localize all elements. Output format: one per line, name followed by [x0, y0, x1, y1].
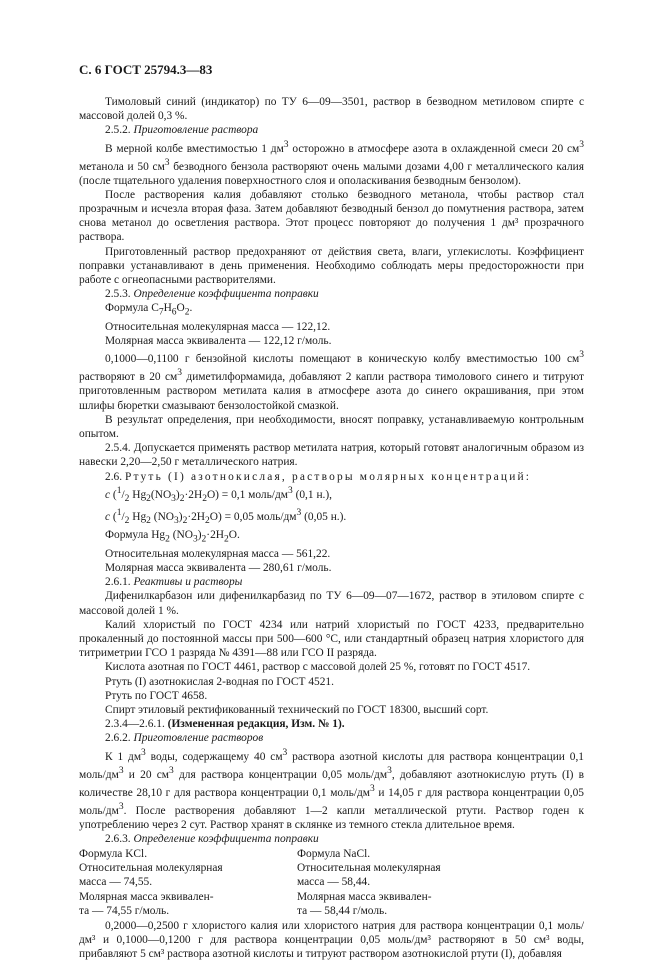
paragraph: Формула $C_7H_6O_2$. [105, 302, 193, 318]
paragraph: Молярная масса эквивалента — 280,61 г/моль. [105, 562, 332, 574]
paragraph: 2.3.4—2.6.1. (Измененная редакция, Изм. № 1). [105, 718, 345, 731]
paragraph: Калий хлористый по ГОСТ 4234 или натрий хлористый по ГОСТ 4233, предварительно прокаленный до постоянной массы при 500—600 °С, или стандартный образец натрия хлористого для титриметрии ГСО 1 разряда № 4391—88 или ГСО II разряда. [79, 618, 584, 660]
paragraph: В мерной колбе вместимостью 1 $дм^3$ осторожно в атмосфере азота в охлажденной смеси 20 $см^3$ метанола и 50 $см^3$ безводного бензола растворяют очень малыми дозами 4,00 г металлического калия (после тщательного удаления поверхностного слоя и ополаскивания безводным бензолом). [79, 139, 584, 187]
paragraph-list [79, 95, 584, 846]
paragraph: 2.5.2. Приготовление раствора [105, 124, 259, 137]
paragraph: Ртуть (I) азотнокислая 2-водная по ГОСТ 4521. [105, 675, 334, 688]
document-body [79, 95, 584, 962]
paragraph: 2.5.4. Допускается применять раствор метилата натрия, который готовят аналогичным образом из навески 2,20—2,50 г металлического натрия. [79, 442, 584, 469]
paragraph: Кислота азотная по ГОСТ 4461, раствор с массовой долей 25 %, готовят по ГОСТ 4517. [105, 661, 531, 674]
paragraph: Дифенилкарбазон или дифенилкарбазид по ТУ 6—09—07—1672, раствор в этиловом спирте с массовой долей 1 %. [79, 590, 584, 617]
column-line: масса — 58,44. [297, 876, 371, 889]
column-line: Формула NaCl. [297, 848, 371, 861]
page-header: С. 6 ГОСТ 25794.3—83 [79, 62, 213, 77]
paragraph: 2.5.3. Определение коэффициента поправки [105, 288, 319, 301]
paragraph: Тимоловый синий (индикатор) по ТУ 6—09—3501, раствор в безводном метиловом спирте с массовой долей 0,3 %. [79, 96, 584, 123]
column-line: Молярная масса эквивален- [79, 890, 214, 903]
paragraph: Формула $Hg_2$ $(NO_3)_2\cdot 2H_2O$. [105, 529, 240, 545]
paragraph: Ртуть по ГОСТ 4658. [105, 689, 208, 702]
paragraph: К 1 $дм^3$ воды, содержащему 40 $см^3$ раствора азотной кислоты для раствора концентрации 0,1 моль/$дм^3$ и 20 $см^3$ для раствора концентрации 0,05 моль/$дм^3$, добавляют азотнокислую ртуть (I) в количестве 28,10 г для раствора концентрации 0,1 моль/$дм^3$ и 14,05 г для раствора концентрации 0,05 моль/$дм^3$. После растворения добавляют 1—2 капли металлической ртути. Раствор годен к употреблению через 2 сут. Раствор хранят в склянке из темного стекла длительное время. [79, 747, 585, 831]
paragraph: В результат определения, при необходимости, вносят поправку, устанавливаемую контрольным опытом. [79, 413, 584, 440]
column-line: масса — 74,55. [79, 876, 153, 889]
paragraph: 0,1000—0,1100 г бензойной кислоты помещают в коническую колбу вместимостью 100 $см^3$ растворяют в 20 $см^3$ диметилформамида, добавляют 2 капли раствора тимолового синего и титруют приготовленным раствором метилата калия в атмосфере азота до синего окрашивания, при этом шлифы бюретки смазывают бензолостойкой смазкой. [79, 350, 584, 412]
paragraph: c ($^1/_2$ $Hg_2$ $(NO_3)_2\cdot 2H_2O) = 0,05$ моль/$дм^3$ (0,05 н.). [105, 508, 347, 527]
paragraph: 2.6.3. Определение коэффициента поправки [105, 832, 319, 845]
column-line: Формула KCl. [79, 848, 148, 861]
column-line: Относительная молекулярная [297, 862, 441, 875]
kcl-column [79, 847, 297, 918]
paragraph: Относительная молекулярная масса — 561,22. [105, 547, 331, 560]
paragraph: 2.6.2. Приготовление растворов [105, 732, 264, 745]
column-line: та — 74,55 г/моль. [79, 904, 170, 917]
column-line: та — 58,44 г/моль. [297, 904, 388, 917]
final-paragraph: 0,2000—0,2500 г хлористого калия или хлористого натрия для раствора концентрации 0,1 моль/дм³ и 0,1000—0,1200 г для раствора концентрации 0,05 моль/дм³ растворяют в 50 см³ воды, прибавляют 5 см³ раствора азотной кислоты и титруют раствором азотнокислой ртути (I), добавляя [79, 920, 584, 961]
paragraph: После растворения калия добавляют столько безводного метанола, чтобы раствор стал прозрачным и исчезла вторая фаза. Затем добавляют безводный бензол до помутнения раствора, затем снова метанол до осветления раствора. Этот процесс повторяют до получения 1 дм³ прозрачного раствора. [79, 188, 584, 244]
column-line: Относительная молекулярная [79, 862, 223, 875]
paragraph: c ($^1/_2$ $Hg_2(NO_3)_2\cdot 2H_2O) = 0,1$ моль/$дм^3$ (0,1 н.), [105, 485, 333, 504]
paragraph: Спирт этиловый ректификованный технический по ГОСТ 18300, высший сорт. [105, 704, 489, 717]
column-line: Молярная масса эквивален- [297, 890, 432, 903]
paragraph: 2.6.1. Реактивы и растворы [105, 576, 243, 589]
paragraph: 2.6. Ртуть (I) азотнокислая, растворы молярных концентраций: [105, 470, 532, 483]
paragraph: Относительная молекулярная масса — 122,12. [105, 320, 331, 333]
formula-columns [79, 847, 584, 918]
paragraph: Молярная масса эквивалента — 122,12 г/моль. [105, 335, 332, 348]
nacl-column [297, 847, 515, 918]
paragraph: Приготовленный раствор предохраняют от действия света, влаги, углекислоты. Коэффициент поправки устанавливают в день применения. Необходимо соблюдать меры предосторожности при работе с огнеопасными растворителями. [79, 245, 584, 287]
